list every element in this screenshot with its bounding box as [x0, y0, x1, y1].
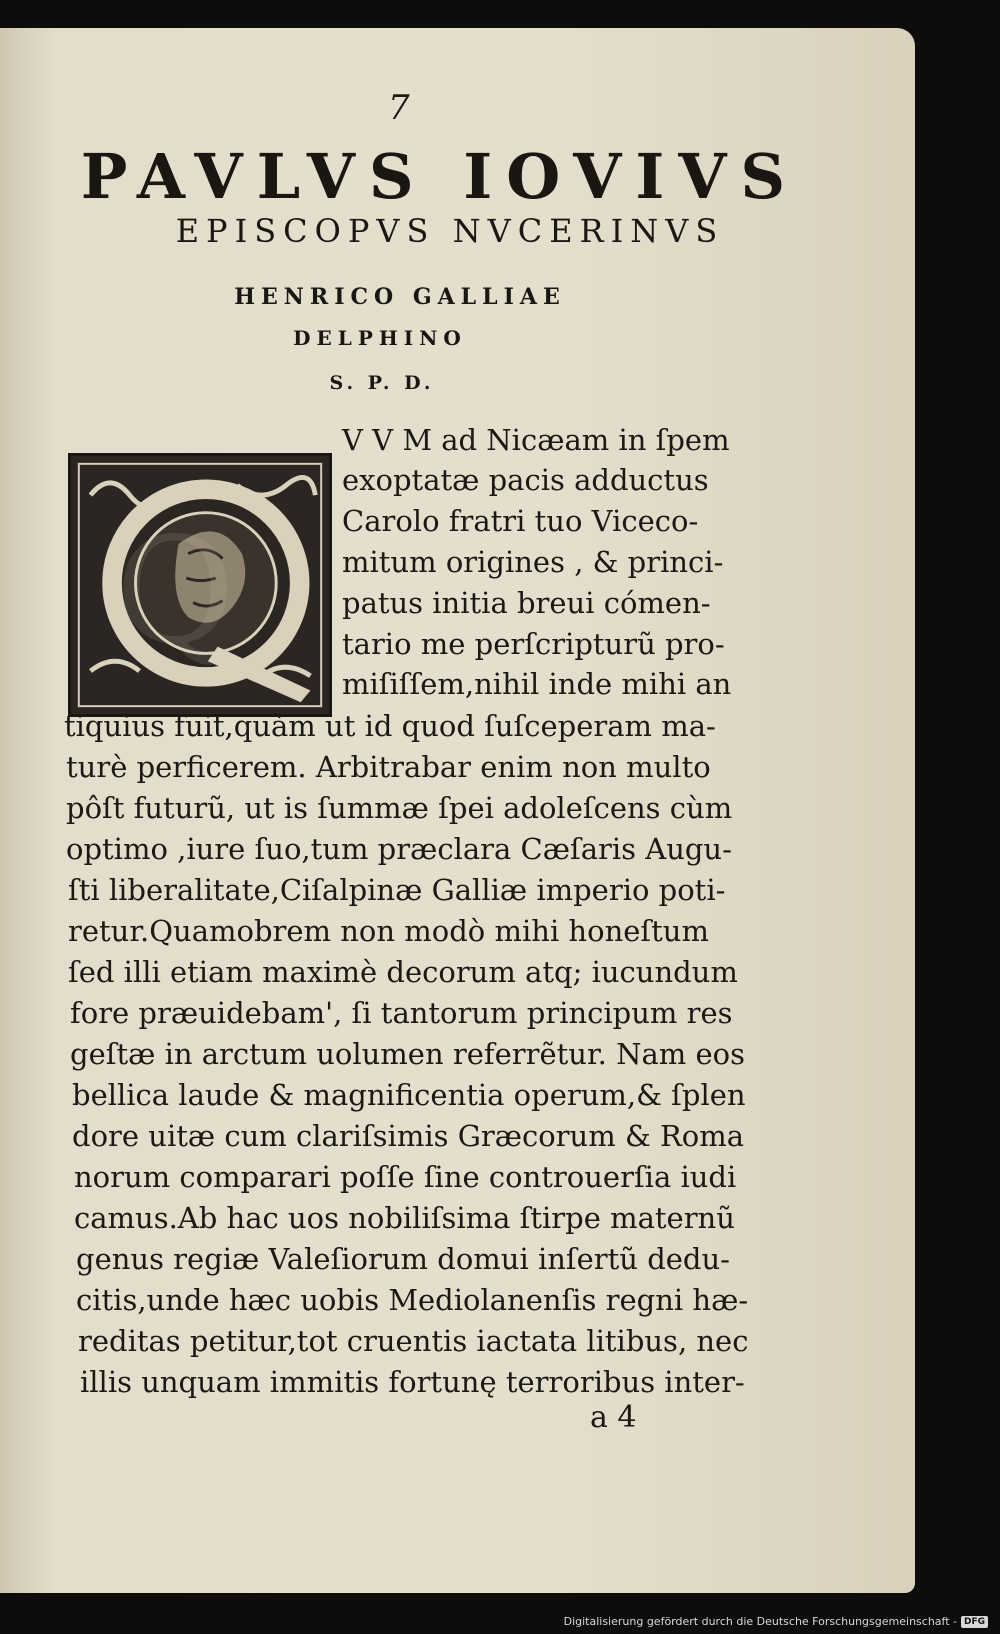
text-line: pôſt futurũ, ut is ſummæ ſpei adoleſcens cùm	[66, 791, 733, 825]
text-line: fore præuidebam', ſi tantorum principum res	[70, 996, 733, 1030]
signature-mark: a 4	[590, 1400, 637, 1435]
text-line: bellica laude & magnificentia operum,& ſplen	[72, 1078, 746, 1112]
text-line: geſtæ in arctum uolumen referrẽtur. Nam eos	[70, 1037, 745, 1071]
text-line: miſiſſem,nihil inde mihi an	[342, 667, 732, 701]
text-line: retur.Quamobrem non modò mihi honeſtum	[68, 914, 709, 948]
text-line: ſti liberalitate,Ciſalpinæ Galliæ imperio poti-	[68, 873, 726, 907]
page-number: 7	[388, 88, 410, 128]
text-line: norum comparari poſſe ſine controuerſia iudi	[74, 1160, 737, 1194]
text-line: genus regiæ Valeſiorum domui inſertũ dedu-	[76, 1242, 730, 1276]
text-line: optimo ,iure ſuo,tum præclara Cæſaris Augu-	[66, 832, 732, 866]
digitization-credit	[564, 1615, 988, 1628]
heading-title: EPISCOPVS NVCERINVS	[175, 212, 725, 250]
heading-recipient-title: DELPHINO	[293, 326, 467, 350]
text-line: tiquius fuit,quàm ut id quod ſuſceperam ma-	[64, 709, 716, 743]
text-line: mitum origines , & princi-	[342, 545, 724, 579]
text-line: citis,unde hæc uobis Mediolanenſis regni hæ-	[76, 1283, 749, 1317]
text-line: reditas petitur,tot cruentis iactata litibus, nec	[78, 1324, 749, 1358]
text-line: ſed illi etiam maximè decorum atq; iucundum	[68, 955, 738, 989]
heading-recipient: HENRICO GALLIAE	[234, 284, 566, 310]
text-line: camus.Ab hac uos nobiliſsima ſtirpe maternũ	[74, 1201, 735, 1235]
text-line: Carolo fratri tuo Viceco-	[342, 504, 699, 538]
dfg-logo-icon: DFG	[961, 1616, 988, 1628]
text-line: turè perficerem. Arbitrabar enim non multo	[66, 750, 711, 784]
heading-author: PAVLVS IOVIVS	[80, 140, 800, 213]
text-line: patus initia breui cómen-	[342, 586, 711, 620]
heading-salutation: S. P. D.	[329, 372, 435, 394]
woodcut-initial-icon	[71, 456, 329, 714]
text-line: V V M ad Nicæam in ſpem	[342, 423, 730, 457]
text-line: illis unquam immitis fortunę terroribus inter-	[80, 1365, 745, 1399]
credit-text: Digitalisierung gefördert durch die Deutsche Forschungsgemeinschaft -	[563, 1615, 957, 1628]
text-line: exoptatæ pacis adductus	[342, 463, 709, 497]
decorated-initial-q	[68, 453, 332, 717]
svg-text:Q: Q	[114, 505, 236, 677]
text-line: dore uitæ cum clariſsimis Græcorum & Roma	[72, 1119, 745, 1153]
text-line: tario me perſcripturũ pro-	[342, 627, 725, 661]
